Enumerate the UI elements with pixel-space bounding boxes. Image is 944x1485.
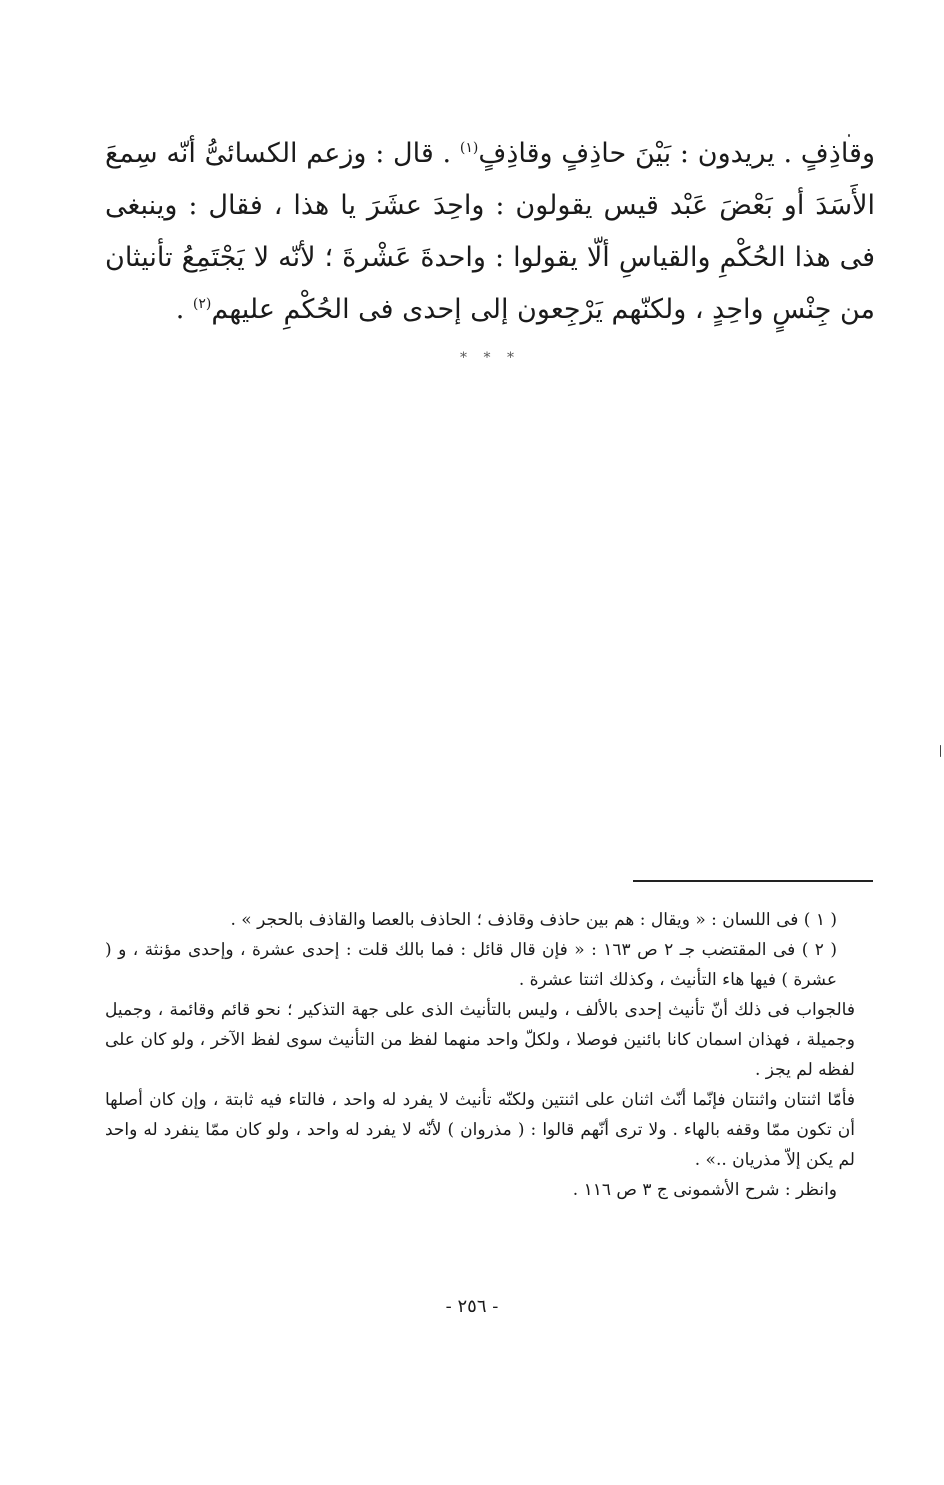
main-text-block [105, 128, 875, 336]
main-text-line-1: وقاذِفٍ . يريدون : بَيْنَ حاذِفٍ وقاذِفٍ [478, 138, 875, 169]
main-text-line-2: . قال : وزعم الكسائىُّ أنّه سِمعَ الأَسَدَ أو بَعْضَ عَبْد قيس يقولون : واحِدَ عشَرَ يا هذا ، فقال : وينبغى فى هذا الحُكْمِ والقياسِ ألّا يقولوا : واحدةَ عَشْرةَ ؛ لأنّه لا يَجْتَمِعُ تأنيثان من جِنْسٍ واحِدٍ ، ولكنّهم يَرْجِعون إلى إحدى فى الحُكْمِ عليهم [105, 138, 875, 325]
footnote-2: ( ٢ ) فى المقتضب جـ ٢ ص ١٦٣ : « فإن قال قائل : فما بالك قلت : إحدى عشرة ، وإحدى مؤنثة ، و ( عشرة ) فيها هاء التأنيث ، وكذلك اثنتا عشرة . [105, 940, 837, 990]
footnote-2-continued: فأمّا اثنتان واثنتان فإنّما أنّث اثنان على اثنتين ولكنّه تأنيث لا يفرد له واحد ، فالتاء فيه ثابتة ، وإن كان أصلها أن تكون ممّا وقفه بالهاء . ولا ترى أنّهم قالوا : ( مذروان ) لأنّه لا يفرد له واحد ، ولو كان ممّا ينفرد له واحد لم يكن إلاّ مذريان ..» . [105, 1090, 855, 1170]
scan-speck [848, 134, 850, 137]
footnote-1: ( ١ ) فى اللسان : « ويقال : هم بين حاذف وقاذف ؛ الحاذف بالعصا والقاذف بالحجر » . [230, 910, 837, 930]
main-text-end: . [175, 294, 185, 325]
footnote-mark-1: (١) [459, 140, 479, 156]
scan-speck [940, 745, 941, 757]
footnote-divider [633, 880, 873, 882]
footnote-2-continued: فالجواب فى ذلك أنّ تأنيث إحدى بالألف ، وليس بالتأنيث الذى على جهة التذكير ؛ نحو قائم وقائمة ، وجميل وجميلة ، فهذان اسمان كانا بائنين فوصلا ، ولكلّ واحد منهما لفظ من التأنيث سوى لفظ الآخر ، ولو كان على لفظه لم يجز . [105, 1000, 855, 1080]
section-separator: * * * [460, 350, 520, 366]
page-number: - ٢٥٦ - [445, 1296, 499, 1317]
footnote-mark-2: (٢) [192, 296, 212, 312]
footnote-2-reference: وانظر : شرح الأشمونى ج ٣ ص ١١٦ . [572, 1180, 837, 1200]
footnotes-block [105, 905, 875, 1205]
main-paragraph [105, 128, 875, 336]
